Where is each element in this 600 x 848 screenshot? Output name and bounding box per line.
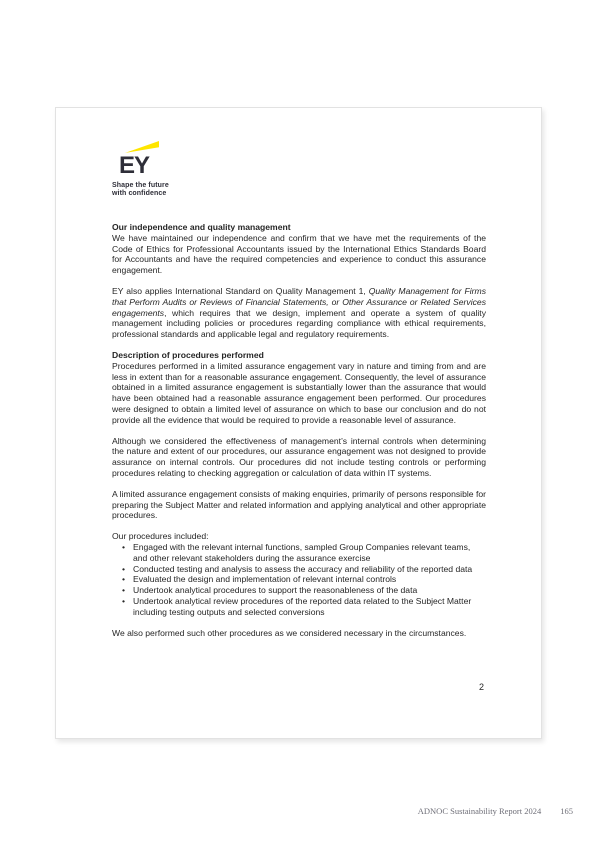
procedures-description-section: [112, 350, 486, 426]
list-item: • Evaluated the design and implementation of relevant internal controls: [133, 574, 486, 585]
ey-wordmark: EY: [119, 152, 150, 179]
list-item: • Undertook analytical review procedures of the reported data related to the Subject Matter including testing outputs and selected conversions: [133, 596, 486, 618]
independence-paragraph: We have maintained our independence and confirm that we have met the requirements of the Code of Ethics for Professional Accountants issued by the International Ethics Standards Board for Accountants and have the required competencies and experience to conduct this assurance engagement.: [112, 232, 486, 276]
limited-assurance-paragraph: A limited assurance engagement consists of making enquiries, primarily of persons responsible for preparing the Subject Matter and related information and applying analytical and other appropriate procedures.: [112, 488, 486, 521]
procedures-heading: Description of procedures performed: [112, 349, 264, 360]
statement-page-number: 2: [478, 682, 484, 692]
independence-section: [112, 222, 486, 276]
report-footer: [418, 806, 573, 816]
statement-body: [112, 222, 486, 638]
ey-tagline-line2: with confidence: [112, 190, 167, 197]
quality-management-suffix: , which requires that we design, implement and operate a system of quality management including policies or procedures regarding compliance with ethical requirements, professional standards and applicable legal and regulatory requirements.: [112, 307, 486, 340]
other-procedures-paragraph: We also performed such other procedures as we considered necessary in the circumstances.: [112, 627, 467, 638]
independence-heading: Our independence and quality management: [112, 222, 291, 232]
procedures-intro: Our procedures included:: [112, 531, 209, 542]
ey-tagline-line1: Shape the future: [112, 182, 169, 189]
procedures-paragraph: Procedures performed in a limited assurance engagement vary in nature and timing from and are less in extent than for a reasonable assurance engagement. Consequently, the level of assurance obtained in a limited assurance engagement is substantially lower than the assurance that would have been obtained had a reasonable assurance engagement been performed. Our procedures were designed to obtain a limited level of assurance on which to base our conclusion and do not provide all the evidence that would be required to provide a reasonable level of assurance.: [112, 360, 486, 425]
quality-management-paragraph: [112, 286, 486, 340]
ey-tagline: [112, 182, 486, 198]
procedures-list: [112, 542, 486, 618]
list-item: • Engaged with the relevant internal functions, sampled Group Companies relevant teams, and other relevant stakeholders during the assurance exercise: [133, 542, 486, 564]
quality-management-prefix: EY also applies International Standard on Quality Management 1,: [112, 285, 369, 296]
quality-management-standard-title: Quality Management for Firms that Perform Audits or Reviews of Financial Statements, or Other Assurance or Related Services engagements: [112, 285, 486, 318]
ey-logo: [112, 141, 486, 198]
report-footer-page-number: 165: [560, 806, 573, 816]
assurance-statement-page: [55, 107, 542, 739]
internal-controls-paragraph: Although we considered the effectiveness of management’s internal controls when determining the nature and extent of our procedures, our assurance engagement was not designed to provide assurance on internal controls. Our procedures did not include testing controls or performing procedures relating to checking aggregation or calculation of data within IT systems.: [112, 435, 486, 478]
list-item: • Conducted testing and analysis to assess the accuracy and reliability of the reported data: [133, 564, 486, 575]
list-item: • Undertook analytical procedures to support the reasonableness of the data: [133, 585, 486, 596]
report-footer-title: ADNOC Sustainability Report 2024: [417, 806, 542, 816]
